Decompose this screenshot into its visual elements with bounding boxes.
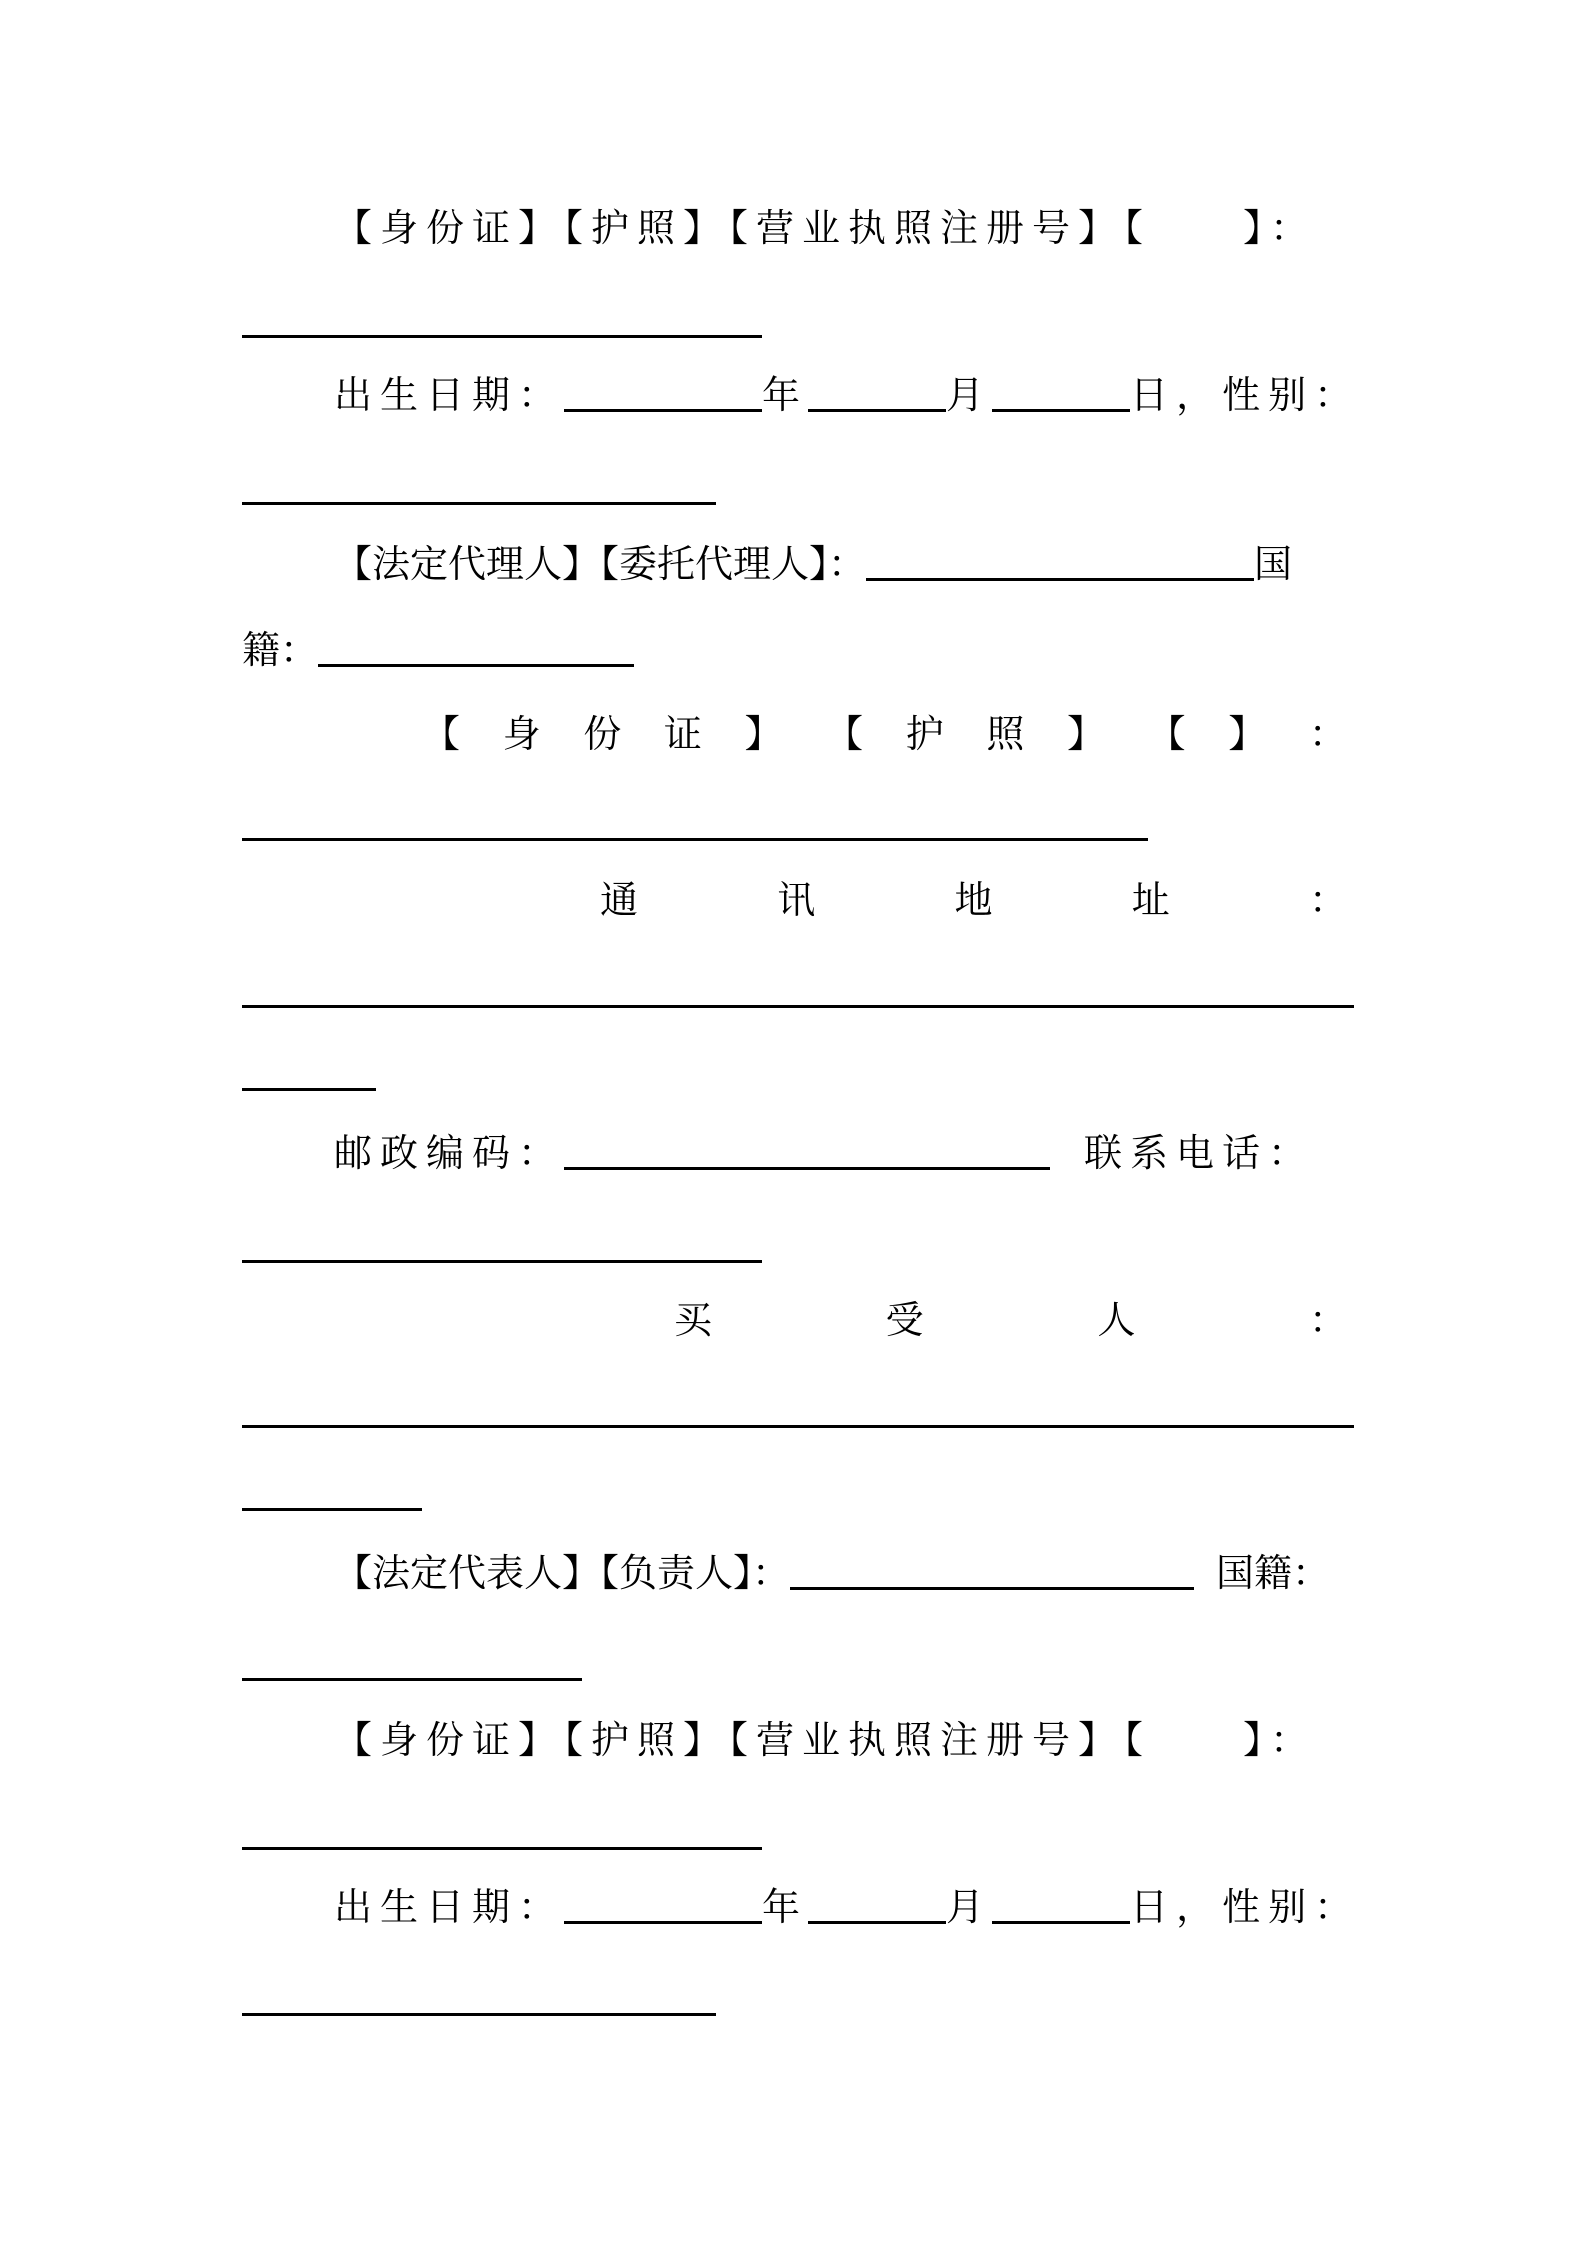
agent-id-blank[interactable] bbox=[242, 838, 1148, 841]
birth-date-label: 出生日期： bbox=[334, 1885, 565, 1929]
id-type-label: 【 】 bbox=[1124, 1718, 1271, 1762]
day-label: 日 bbox=[1130, 373, 1177, 417]
nationality-label-tail: 籍： bbox=[242, 628, 319, 672]
bracket-close: 】 bbox=[1228, 712, 1267, 756]
id-char: 证 bbox=[663, 712, 702, 756]
address-line bbox=[600, 872, 1347, 928]
buyer-name-blank-cont[interactable] bbox=[242, 1508, 422, 1511]
gender-label: 性别： bbox=[1222, 1885, 1361, 1929]
buyer-char: 买 bbox=[674, 1298, 713, 1342]
buyer-name-blank[interactable] bbox=[242, 1425, 1354, 1428]
id-type-line-agent bbox=[422, 706, 1347, 762]
colon: ： bbox=[1308, 878, 1347, 922]
birth-date-line-1 bbox=[242, 367, 1361, 423]
passport-char: 护 bbox=[905, 712, 944, 756]
passport-char: 照 bbox=[986, 712, 1025, 756]
address-char: 地 bbox=[954, 878, 993, 922]
day-blank[interactable] bbox=[992, 1885, 1130, 1924]
gender-label: 性别： bbox=[1222, 373, 1361, 417]
buyer-char: 人 bbox=[1097, 1298, 1136, 1342]
year-label: 年 bbox=[762, 373, 809, 417]
year-blank[interactable] bbox=[564, 1885, 762, 1924]
id-number-blank-2[interactable] bbox=[242, 1847, 762, 1850]
id-char: 身 bbox=[502, 712, 541, 756]
id-type-label: 【护照】 bbox=[564, 206, 730, 250]
nationality-blank[interactable] bbox=[318, 628, 634, 667]
agent-line bbox=[242, 536, 1364, 592]
year-label: 年 bbox=[762, 1885, 809, 1929]
bracket-close: 】 bbox=[744, 712, 783, 756]
comma: ， bbox=[1176, 1885, 1223, 1929]
representative-nationality-blank[interactable] bbox=[242, 1678, 582, 1681]
year-blank[interactable] bbox=[564, 373, 762, 412]
month-label: 月 bbox=[946, 373, 993, 417]
postal-code-blank[interactable] bbox=[564, 1131, 1050, 1170]
nationality-label-head: 国 bbox=[1254, 542, 1293, 586]
phone-blank[interactable] bbox=[242, 1260, 762, 1263]
address-char: 讯 bbox=[777, 878, 816, 922]
id-type-line-2 bbox=[242, 1712, 1354, 1768]
colon: ： bbox=[1308, 1298, 1347, 1342]
bracket-open: 【 bbox=[422, 712, 461, 756]
address-blank-cont[interactable] bbox=[242, 1088, 376, 1091]
day-label: 日 bbox=[1130, 1885, 1177, 1929]
month-label: 月 bbox=[946, 1885, 993, 1929]
month-blank[interactable] bbox=[808, 1885, 946, 1924]
agent-label: 【法定代理人】【委托代理人】： bbox=[334, 542, 867, 586]
id-type-label: 【护照】 bbox=[564, 1718, 730, 1762]
address-char: 址 bbox=[1131, 878, 1170, 922]
id-type-label: 【营业执照注册号】 bbox=[729, 1718, 1125, 1762]
postal-code-label: 邮政编码： bbox=[334, 1131, 565, 1175]
postal-phone-line bbox=[242, 1125, 1354, 1181]
phone-label: 联系电话： bbox=[1084, 1131, 1315, 1175]
month-blank[interactable] bbox=[808, 373, 946, 412]
id-type-label: 【 】 bbox=[1124, 206, 1271, 250]
buyer-line bbox=[674, 1292, 1347, 1348]
birth-date-label: 出生日期： bbox=[334, 373, 565, 417]
bracket-open: 【 bbox=[825, 712, 864, 756]
buyer-char: 受 bbox=[885, 1298, 924, 1342]
bracket-open: 【 bbox=[1147, 712, 1186, 756]
colon: ： bbox=[1270, 1718, 1317, 1762]
comma: ， bbox=[1176, 373, 1223, 417]
id-char: 份 bbox=[583, 712, 622, 756]
id-type-label: 【身份证】 bbox=[334, 1718, 565, 1762]
id-type-line-1 bbox=[242, 200, 1354, 256]
representative-name-blank[interactable] bbox=[790, 1551, 1194, 1590]
gender-blank-2[interactable] bbox=[242, 2013, 716, 2016]
address-char: 通 bbox=[600, 878, 639, 922]
bracket-close: 】 bbox=[1067, 712, 1106, 756]
colon: ： bbox=[1270, 206, 1317, 250]
id-type-label: 【营业执照注册号】 bbox=[729, 206, 1125, 250]
gender-blank[interactable] bbox=[242, 502, 716, 505]
day-blank[interactable] bbox=[992, 373, 1130, 412]
representative-label: 【法定代表人】【负责人】： bbox=[334, 1551, 791, 1595]
address-blank[interactable] bbox=[242, 1005, 1354, 1008]
id-number-blank[interactable] bbox=[242, 335, 762, 338]
colon: ： bbox=[1308, 712, 1347, 756]
representative-line bbox=[242, 1545, 1354, 1601]
nationality-label: 国籍： bbox=[1216, 1551, 1331, 1595]
agent-name-blank[interactable] bbox=[866, 542, 1254, 581]
id-type-label: 【身份证】 bbox=[334, 206, 565, 250]
birth-date-line-2 bbox=[242, 1879, 1361, 1935]
nationality-line bbox=[242, 622, 1354, 678]
